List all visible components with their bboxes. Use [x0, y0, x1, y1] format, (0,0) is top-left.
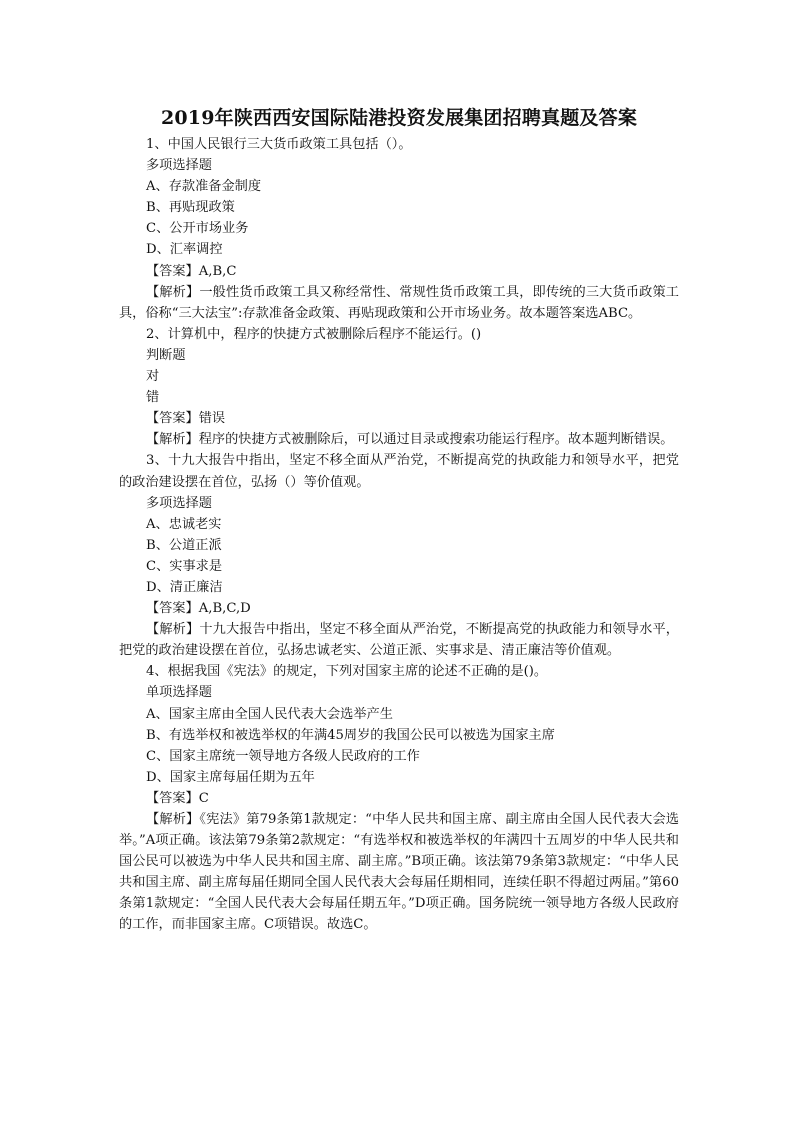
- question-type: 单项选择题: [146, 685, 212, 701]
- analysis: 【解析】一般性货币政策工具又称经常性、常规性货币政策工具，即传统的三大货币政策工具，俗称“三大法宝”:存款准备金政策、再贴现政策和公开市场业务。故本题答案选ABC。: [119, 284, 679, 321]
- option-false: 错: [146, 390, 160, 406]
- option-d: D、清正廉洁: [146, 579, 223, 595]
- question-type: 判断题: [146, 347, 186, 363]
- analysis: 【解析】十九大报告中指出，坚定不移全面从严治党，不断提高党的执政能力和领导水平，把党的政治建设摆在首位，弘扬忠诚老实、公道正派、实事求是、清正廉洁等价值观。: [119, 622, 679, 659]
- analysis: 【解析】程序的快捷方式被删除后，可以通过目录或搜索功能运行程序。故本题判断错误。: [146, 432, 674, 448]
- option-c: C、实事求是: [146, 558, 223, 574]
- option-b: B、公道正派: [146, 537, 222, 553]
- question-stem: 1、中国人民银行三大货币政策工具包括（）。: [146, 137, 412, 152]
- question-type: 多项选择题: [146, 158, 212, 174]
- option-a: A、忠诚老实: [146, 516, 222, 532]
- question-stem: 2、计算机中，程序的快捷方式被删除后程序不能运行。(): [146, 326, 482, 342]
- option-b: B、再贴现政策: [146, 200, 235, 216]
- option-d: D、汇率调控: [146, 242, 223, 258]
- option-a: A、存款准备金制度: [146, 179, 262, 195]
- option-a: A、国家主席由全国人民代表大会选举产生: [146, 706, 393, 722]
- question-4: [119, 661, 679, 935]
- question-stem: 4、根据我国《宪法》的规定，下列对国家主席的论述不正确的是()。: [146, 664, 548, 680]
- answer: 【答案】错误: [146, 411, 226, 427]
- answer: 【答案】C: [146, 790, 209, 806]
- document-page: [119, 104, 679, 936]
- question-2: [119, 324, 679, 451]
- document-title: 2019年陕西西安国际陆港投资发展集团招聘真题及答案: [160, 107, 638, 129]
- option-c: C、公开市场业务: [146, 221, 249, 237]
- answer: 【答案】A,B,C: [146, 263, 237, 279]
- option-c: C、国家主席统一领导地方各级人民政府的工作: [146, 748, 420, 764]
- question-3: [119, 450, 679, 661]
- analysis: 【解析】《宪法》第79条第1款规定：“中华人民共和国主席、副主席由全国人民代表大会选举。”A项正确。该法第79条第2款规定：“有选举权和被选举权的年满四十五周岁的中华人民共和国公民可以被选为中华人民共和国主席、副主席。”B项正确。该法第79条第3款规定：“中华人民共和国主席、副主席每届任期同全国人民代表大会每届任期相同，连续任职不得超过两届。”第60条第1款规定：“全国人民代表大会每届任期五年。”D项正确。国务院统一领导地方各级人民政府的工作，而非国家主席。C项错误。故选C。: [119, 812, 679, 933]
- question-type: 多项选择题: [146, 495, 212, 511]
- option-d: D、国家主席每届任期为五年: [146, 769, 315, 785]
- question-1: [119, 134, 679, 324]
- option-true: 对: [146, 369, 160, 385]
- question-stem: 3、十九大报告中指出，坚定不移全面从严治党，不断提高党的执政能力和领导水平，把党的政治建设摆在首位，弘扬（）等价值观。: [119, 453, 679, 490]
- option-b: B、有选举权和被选举权的年满45周岁的我国公民可以被选为国家主席: [146, 727, 555, 743]
- answer: 【答案】A,B,C,D: [146, 601, 251, 617]
